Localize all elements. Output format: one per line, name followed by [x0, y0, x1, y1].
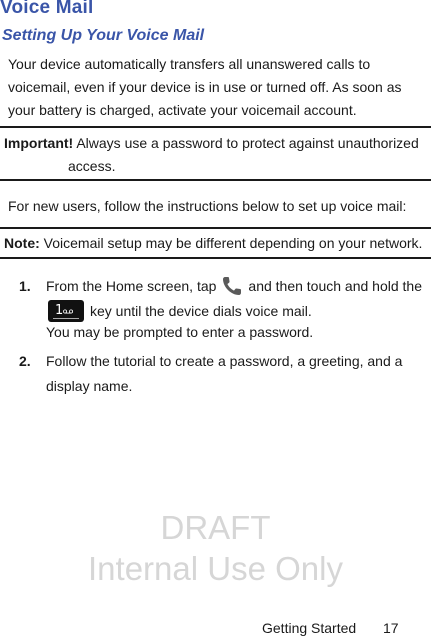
voicemail-key-icon — [48, 300, 84, 322]
step-text — [46, 274, 426, 324]
divider-top-note — [0, 227, 431, 229]
important-label: Important! — [4, 135, 74, 151]
step-1-text-c: key until the device dials voice mail. — [90, 303, 312, 319]
intro-paragraph: Your device automatically transfers all unanswered calls to voicemail, even if your device is in use or turned off. As soon as your battery is charged, activate your voicemail account. — [8, 56, 402, 118]
footer-page-number: 17 — [383, 620, 399, 636]
step-1-subnote: You may be prompted to enter a password. — [46, 324, 314, 340]
section-title: Voice Mail — [0, 0, 94, 18]
divider-bottom-note — [0, 257, 431, 259]
step-2-line-1: Follow the tutorial to create a password, a greeting, and a — [46, 353, 403, 369]
step-number: 2. — [19, 353, 31, 369]
step-1-text-b: and then touch and hold the — [248, 278, 422, 294]
key-label: 1 — [55, 303, 64, 318]
important-callout — [4, 132, 424, 178]
important-text: Always use a password to protect against unauthorized access. — [68, 135, 419, 174]
note-callout — [4, 232, 429, 255]
divider-top-important — [0, 126, 431, 128]
phone-icon — [220, 274, 244, 298]
footer-section-name: Getting Started — [262, 620, 357, 636]
note-text: Voicemail setup may be different depending on your network. — [39, 235, 423, 251]
divider-bottom-important — [0, 179, 431, 181]
subsection-title: Setting Up Your Voice Mail — [2, 27, 205, 44]
new-users-paragraph: For new users, follow the instructions below to set up voice mail: — [8, 198, 407, 214]
step-1-text-a: From the Home screen, tap — [46, 278, 217, 294]
watermark-draft: DRAFT — [160, 509, 271, 546]
step-text — [46, 349, 426, 399]
step-2-line-2: display name. — [46, 378, 133, 394]
step-number: 1. — [19, 278, 31, 294]
watermark-internal: Internal Use Only — [88, 550, 343, 587]
note-label: Note: — [4, 235, 40, 251]
